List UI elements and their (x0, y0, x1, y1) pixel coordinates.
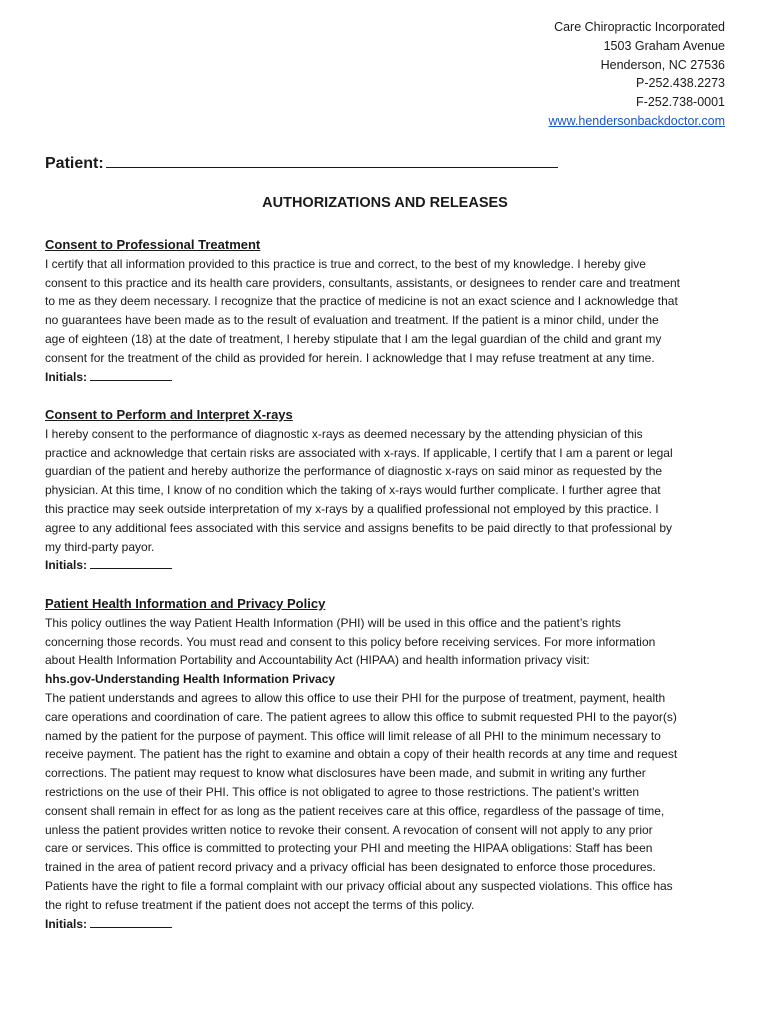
section-body (45, 425, 725, 557)
company-name: Care Chiropractic Incorporated (554, 20, 725, 34)
patient-label: Patient: (45, 155, 104, 172)
section-title: Consent to Perform and Interpret X-rays (45, 407, 293, 422)
street-address: 1503 Graham Avenue (603, 38, 725, 53)
body-line: my third-party payor. (45, 539, 155, 554)
body-line: trained in the area of patient record privacy and a privacy official has been designated to enforce those procedures. (45, 860, 656, 875)
section-title: Consent to Professional Treatment (45, 237, 261, 252)
body-line: practice and acknowledge that certain risks are associated with x-rays. If applicable, I certify that I am a parent or legal (45, 445, 673, 460)
initials-field (45, 915, 725, 934)
body-line: I certify that all information provided to this practice is true and correct, to the best of my knowledge. I hereby give (45, 256, 646, 271)
initials-label: Initials: (45, 558, 88, 573)
body-line: to me as they deem necessary. I recognize that the practice of medicine is not an exact science and I acknowledge that (45, 294, 678, 309)
patient-field (45, 151, 558, 173)
body-line: This policy outlines the way Patient Health Information (PHI) will be used in this office and the patient’s rights (45, 615, 621, 630)
body-line: the right to refuse treatment if the patient does not accept the terms of this policy. (45, 897, 475, 912)
body-line: guardian of the patient and hereby authorize the performance of diagnostic x-rays on said minor as requested by the (45, 464, 663, 479)
initials-label: Initials: (45, 369, 88, 384)
patient-name-blank[interactable] (106, 151, 558, 168)
section-title: Patient Health Information and Privacy Policy (45, 596, 326, 611)
body-line: this practice may seek outside interpretation of my x-rays by a qualified professional not employed by this practice. I (45, 501, 659, 516)
fax-number: F-252.738-0001 (636, 95, 725, 110)
body-line: agree to any additional fees associated with this service and assigns benefits to be paid directly to that professional by (45, 520, 673, 535)
section-body (45, 614, 725, 915)
body-line: physician. At this time, I know of no condition which the taking of x-rays would further complicate. I further agree that (45, 483, 661, 498)
initials-field (45, 368, 725, 387)
body-line: The patient understands and agrees to allow this office to use their PHI for the purpose of treatment, payment, health (45, 690, 666, 705)
initials-label: Initials: (45, 916, 88, 931)
letterhead (549, 18, 725, 131)
initials-blank[interactable] (90, 915, 172, 928)
body-line: consent to this practice and its health care providers, consultants, assistants, or designees to render care and treatment (45, 275, 681, 290)
body-line: restrictions on the use of their PHI. This office is not obligated to agree to those restrictions. The patient’s written (45, 784, 640, 799)
body-line: about Health Information Portability and Accountability Act (HIPAA) and health information privacy visit: (45, 653, 590, 668)
body-line: I hereby consent to the performance of diagnostic x-rays as deemed necessary by the attending physician of this (45, 426, 643, 441)
body-line: named by the patient for the purpose of payment. This office will limit release of all PHI to the minimum necessary to (45, 728, 661, 743)
body-line: unless the patient provides written notice to revoke their consent. A revocation of consent will not apply to any prior (45, 822, 653, 837)
body-line: concerning those records. You must read and consent to this policy before receiving services. For more information (45, 634, 656, 649)
body-line: care or services. This office is committed to protecting your PHI and meeting the HIPAA obligations: Staff has been (45, 841, 653, 856)
body-line: no guarantees have been made as to the result of evaluation and treatment. If the patient is a minor child, under the (45, 313, 659, 328)
section-consent-xrays (45, 406, 725, 575)
body-line: consent shall remain in effect for as long as the patient receives care at this office, regardless of the passage of time, (45, 803, 665, 818)
initials-blank[interactable] (90, 556, 172, 569)
section-body (45, 255, 725, 368)
hhs-reference: hhs.gov-Understanding Health Information Privacy (45, 672, 336, 687)
city-state-zip: Henderson, NC 27536 (600, 57, 725, 72)
body-line: age of eighteen (18) at the date of treatment, I hereby stipulate that I am the legal guardian of the child and grant my (45, 331, 662, 346)
body-line: receive payment. The patient has the right to examine and obtain a copy of their health records at any time and request (45, 747, 678, 762)
website-link[interactable]: www.hendersonbackdoctor.com (548, 113, 725, 128)
initials-field (45, 556, 725, 575)
phone-number: P-252.438.2273 (636, 76, 725, 91)
body-line: consent for the treatment of the child as provided for herein. I acknowledge that I may refuse treatment at any time. (45, 350, 655, 365)
document-title: AUTHORIZATIONS AND RELEASES (262, 195, 508, 211)
body-line: care operations and coordination of care. The patient agrees to allow this office to submit requested PHI to the payor(s) (45, 709, 677, 724)
body-line: corrections. The patient may request to know what disclosures have been made, and submit in writing any further (45, 766, 646, 781)
section-privacy-policy (45, 595, 725, 933)
body-line: Patients have the right to file a formal complaint with our privacy official about any suspected violations. This office has (45, 878, 673, 893)
initials-blank[interactable] (90, 368, 172, 381)
section-consent-treatment (45, 236, 725, 386)
